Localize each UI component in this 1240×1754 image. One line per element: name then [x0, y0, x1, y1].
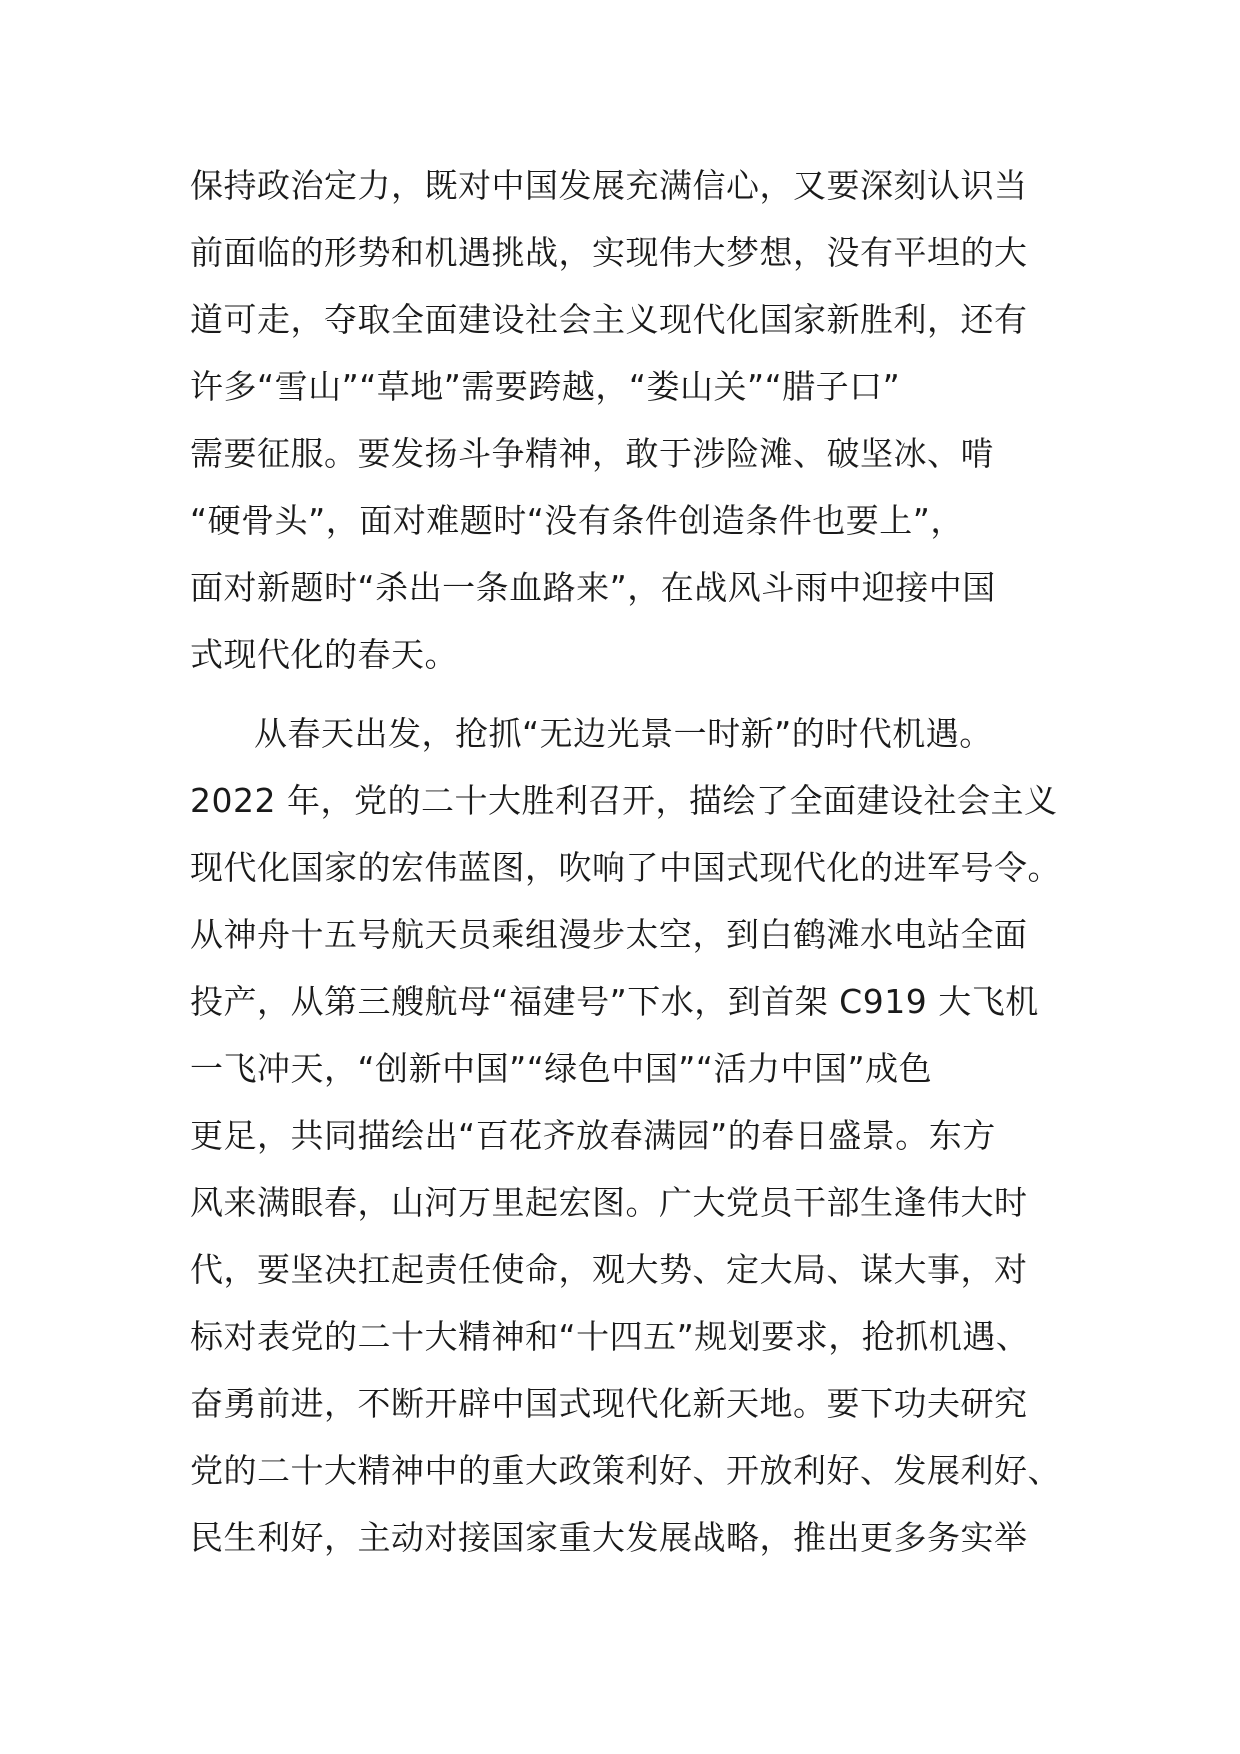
paragraph-line: “硬骨头”，面对难题时“没有条件创造条件也要上”，	[190, 501, 964, 540]
paragraph-line: 面对新题时“杀出一条血路来”，在战风斗雨中迎接中国	[190, 568, 996, 607]
paragraph-line: 从春天出发，抢抓“无边光景一时新”的时代机遇。	[254, 714, 993, 753]
paragraph-line: 奋勇前进，不断开辟中国式现代化新天地。要下功夫研究	[190, 1384, 1028, 1423]
paragraph-line: 一飞冲天，“创新中国”“绿色中国”“活力中国”成色	[190, 1049, 933, 1088]
paragraph-line: 风来满眼春，山河万里起宏图。广大党员干部生逢伟大时	[190, 1183, 1028, 1222]
paragraph-line: 许多“雪山”“草地”需要跨越，“娄山关”“腊子口”	[190, 367, 901, 406]
paragraph-line: 式现代化的春天。	[190, 635, 458, 674]
paragraph-1	[190, 152, 1090, 688]
paragraph-spacer	[190, 688, 1090, 700]
paragraph-line: 2022 年，党的二十大胜利召开，描绘了全面建设社会主义	[190, 781, 1058, 820]
paragraph-line: 更足，共同描绘出“百花齐放春满园”的春日盛景。东方	[190, 1116, 996, 1155]
paragraph-line: 现代化国家的宏伟蓝图，吹响了中国式现代化的进军号令。	[190, 848, 1061, 887]
paragraph-line: 前面临的形势和机遇挑战，实现伟大梦想，没有平坦的大	[190, 233, 1028, 272]
paragraph-line: 道可走，夺取全面建设社会主义现代化国家新胜利，还有	[190, 300, 1028, 339]
paragraph-line: 标对表党的二十大精神和“十四五”规划要求，抢抓机遇、	[190, 1317, 1030, 1356]
paragraph-2	[190, 700, 1090, 1571]
paragraph-line: 保持政治定力，既对中国发展充满信心，又要深刻认识当	[190, 166, 1028, 205]
paragraph-line: 投产，从第三艘航母“福建号”下水，到首架 C919 大飞机	[190, 982, 1039, 1021]
paragraph-line: 代，要坚决扛起责任使命，观大势、定大局、谋大事，对	[190, 1250, 1028, 1289]
paragraph-line: 民生利好，主动对接国家重大发展战略，推出更多务实举	[190, 1518, 1028, 1557]
paragraph-line: 党的二十大精神中的重大政策利好、开放利好、发展利好、	[190, 1451, 1061, 1490]
paragraph-line: 从神舟十五号航天员乘组漫步太空，到白鹤滩水电站全面	[190, 915, 1028, 954]
paragraph-line: 需要征服。要发扬斗争精神，敢于涉险滩、破坚冰、啃	[190, 434, 994, 473]
document-body	[190, 152, 1090, 1571]
